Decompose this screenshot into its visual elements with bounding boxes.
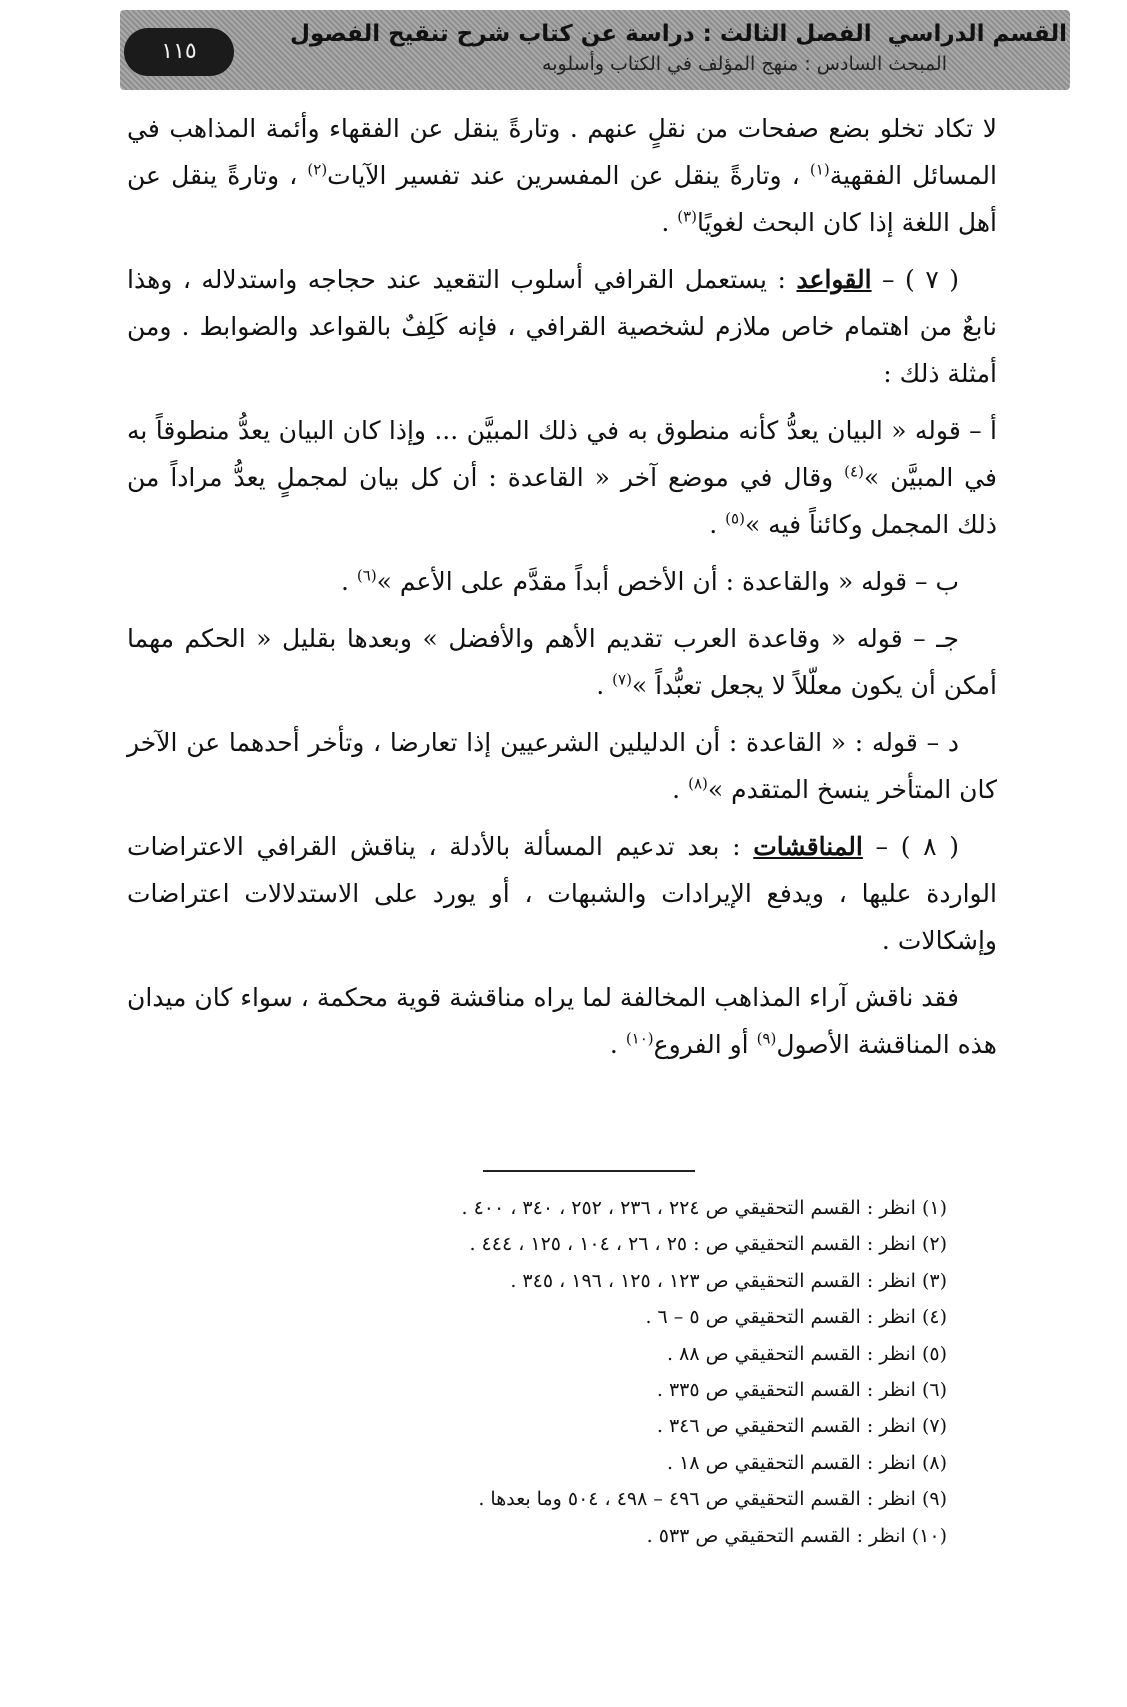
paragraph-3-text: أ – قوله « البيان يعدُّ كأنه منطوق به في ذلك المبيَّن ... وإذا كان البيان يعدُّ منطوقاً به في المبيَّن »	[127, 416, 997, 492]
paragraph-5-text-2: .	[596, 671, 613, 700]
heading-rules: القواعد	[796, 265, 872, 294]
paragraph-3	[127, 407, 997, 548]
footnote-ref-5: (٥)	[725, 509, 745, 528]
paragraph-6-text-2: .	[672, 775, 689, 804]
header-chapter: الفصل الثالث : دراسة عن كتاب شرح تنقيح الفصول	[290, 21, 872, 47]
footnotes-list	[187, 1190, 947, 1554]
paragraph-1-text-2: ، وتارةً ينقل عن المفسرين عند تفسير الآيات	[327, 161, 810, 190]
footnote-10: (١٠) انظر : القسم التحقيقي ص ٥٣٣ .	[646, 1524, 947, 1547]
header-line-1	[247, 18, 1067, 50]
header-section: القسم الدراسي	[887, 21, 1067, 47]
paragraph-4-text: ب – قوله « والقاعدة : أن الأخص أبداً مقدَّم على الأعم »	[376, 567, 959, 596]
paragraph-8-text-2: أو الفروع	[653, 1030, 757, 1059]
paragraph-4	[127, 558, 997, 605]
footnote-ref-6: (٦)	[356, 566, 377, 585]
footnote-ref-8: (٨)	[688, 774, 708, 793]
paragraph-3-text-3: .	[709, 510, 726, 539]
footnote-4: (٤) انظر : القسم التحقيقي ص ٥ – ٦ .	[645, 1306, 947, 1329]
footnote-ref-4: (٤)	[844, 462, 864, 481]
footnote-separator	[483, 1170, 695, 1172]
footnote-ref-9: (٩)	[756, 1029, 777, 1048]
footnote-ref-7: (٧)	[612, 670, 632, 689]
paragraph-5-text: جـ – قوله « وقاعدة العرب تقديم الأهم والأفضل » وبعدها بقليل « الحكم مهما أمكن أن يكون معلّلاً لا يجعل تعبُّداً »	[127, 624, 997, 700]
paragraph-2-text: : يستعمل القرافي أسلوب التقعيد عند حجاجه واستدلاله ، وهذا نابعٌ من اهتمام خاص ملازم لشخصية القرافي ، فإنه كَلِفٌ بالقواعد والضوابط . ومن أمثلة ذلك :	[127, 265, 997, 388]
footnote-2: (٢) انظر : القسم التحقيقي ص : ٢٥ ، ٢٦ ، ١٠٤ ، ١٢٥ ، ٤٤٤ .	[469, 1233, 947, 1256]
paragraph-1-text-4: .	[661, 208, 678, 237]
paragraph-3-text-2: وقال في موضع آخر « القاعدة : أن كل بيان لمجملٍ يعدُّ مراداً من ذلك المجمل وكائناً فيه »	[127, 463, 997, 539]
paragraph-1-text: لا تكاد تخلو بضع صفحات من نقلٍ عنهم . وتارةً ينقل عن الفقهاء وأئمة المذاهب في المسائل الفقهية	[127, 114, 997, 190]
heading-discussions: المناقشات	[753, 832, 863, 861]
paragraph-2	[127, 256, 997, 397]
footnote-5: (٥) انظر : القسم التحقيقي ص ٨٨ .	[667, 1342, 947, 1365]
footnote-ref-1: (١)	[809, 160, 830, 179]
paragraph-7	[127, 823, 997, 964]
footnote-ref-2: (٢)	[307, 160, 328, 179]
footnote-8: (٨) انظر : القسم التحقيقي ص ١٨ .	[667, 1451, 947, 1474]
header-topic: المبحث السادس : منهج المؤلف في الكتاب وأسلوبه	[542, 53, 947, 75]
footnote-9: (٩) انظر : القسم التحقيقي ص ٤٩٦ – ٤٩٨ ، ٥٠٤ وما بعدها .	[478, 1488, 947, 1511]
body-text	[127, 105, 997, 1078]
paragraph-4-text-2: .	[340, 567, 357, 596]
paragraph-5	[127, 615, 997, 709]
footnote-7: (٧) انظر : القسم التحقيقي ص ٣٤٦ .	[656, 1415, 947, 1438]
paragraph-6-text: د – قوله : « القاعدة : أن الدليلين الشرعيين إذا تعارضا ، وتأخر أحدهما عن الآخر كان المتأخر ينسخ المتقدم »	[127, 728, 997, 804]
paragraph-6	[127, 719, 997, 813]
running-header	[247, 18, 1067, 78]
paragraph-1-text-3: ، وتارةً ينقل عن أهل اللغة إذا كان البحث لغويًا	[127, 161, 997, 237]
paragraph-1	[127, 105, 997, 246]
footnote-3: (٣) انظر : القسم التحقيقي ص ١٢٣ ، ١٢٥ ، ١٩٦ ، ٣٤٥ .	[510, 1269, 947, 1292]
footnote-ref-3: (٣)	[677, 207, 698, 226]
page-number: ١١٥	[124, 28, 234, 76]
paragraph-7-text: : بعد تدعيم المسألة بالأدلة ، يناقش القرافي الاعتراضات الواردة عليها ، ويدفع الإيرادات والشبهات ، أو يورد على الاستدلالات اعتراضات وإشكالات .	[127, 832, 997, 955]
footnote-ref-10: (١٠)	[625, 1029, 654, 1048]
paragraph-8-text-3: .	[609, 1030, 626, 1059]
item-number-8: ( ٨ ) –	[862, 832, 960, 861]
footnote-1: (١) انظر : القسم التحقيقي ص ٢٢٤ ، ٢٣٦ ، ٢٥٢ ، ٣٤٠ ، ٤٠٠ .	[461, 1197, 947, 1219]
item-number-7: ( ٧ ) –	[871, 265, 960, 294]
paragraph-8-text: فقد ناقش آراء المذاهب المخالفة لما يراه مناقشة قوية محكمة ، سواء كان ميدان هذه المناقشة الأصول	[127, 983, 997, 1059]
footnote-6: (٦) انظر : القسم التحقيقي ص ٣٣٥ .	[656, 1379, 947, 1402]
paragraph-8	[127, 974, 997, 1068]
